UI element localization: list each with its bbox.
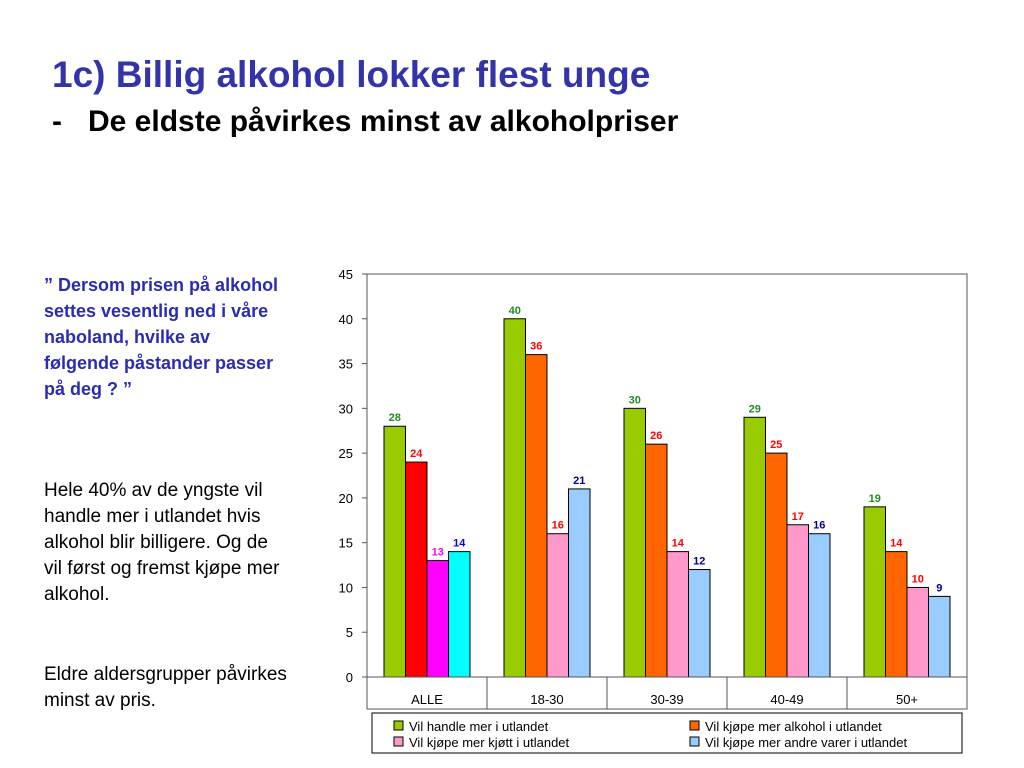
page-title: 1c) Billig alkohol lokker flest unge xyxy=(52,54,651,95)
data-label: 25 xyxy=(770,439,783,452)
conclusion-paragraph: Eldre aldersgrupper påvirkes minst av pris. xyxy=(44,664,287,711)
y-tick-label: 0 xyxy=(345,670,353,685)
bar xyxy=(929,596,951,677)
data-label: 13 xyxy=(431,546,444,559)
data-label: 17 xyxy=(791,510,804,523)
data-label: 14 xyxy=(453,537,466,550)
y-tick-label: 45 xyxy=(338,267,353,282)
legend-label: Vil kjøpe mer andre varer i utlandet xyxy=(705,735,908,750)
data-label: 12 xyxy=(693,555,706,568)
data-label: 16 xyxy=(551,519,564,532)
data-label: 19 xyxy=(868,492,881,505)
bar xyxy=(504,319,526,677)
data-label: 36 xyxy=(530,340,543,353)
y-tick-label: 5 xyxy=(345,625,353,641)
bar xyxy=(569,489,591,677)
bar xyxy=(526,355,548,677)
legend-swatch xyxy=(690,737,699,746)
y-tick-label: 25 xyxy=(338,446,353,462)
bar xyxy=(787,525,809,677)
legend-label: Vil handle mer i utlandet xyxy=(409,719,549,734)
legend-swatch xyxy=(690,721,699,730)
data-label: 29 xyxy=(748,403,761,416)
bar xyxy=(766,453,788,677)
legend-swatch xyxy=(394,737,403,746)
bar xyxy=(646,444,668,677)
bar xyxy=(864,507,886,677)
x-tick-label: 30-39 xyxy=(650,692,684,707)
bar xyxy=(809,534,831,677)
data-label: 24 xyxy=(410,448,423,461)
data-label: 40 xyxy=(508,304,521,317)
subtitle-text: De eldste påvirkes minst av alkoholpriser xyxy=(88,105,679,138)
legend-label: Vil kjøpe mer kjøtt i utlandet xyxy=(409,735,570,750)
y-tick-label: 10 xyxy=(338,580,353,596)
x-tick-label: 50+ xyxy=(895,692,919,707)
y-tick-label: 30 xyxy=(338,401,353,417)
bar xyxy=(624,408,646,677)
bar xyxy=(427,561,449,677)
legend-label: Vil kjøpe mer alkohol i utlandet xyxy=(705,719,882,734)
data-label: 28 xyxy=(388,412,401,425)
y-tick-label: 20 xyxy=(338,490,353,506)
bar xyxy=(384,426,406,677)
y-tick-label: 40 xyxy=(338,311,353,327)
y-axis xyxy=(339,267,367,685)
subtitle-dash: - xyxy=(52,105,62,138)
bar xyxy=(667,552,689,677)
data-label: 14 xyxy=(671,537,684,550)
x-tick-label: ALLE xyxy=(411,692,443,707)
data-label: 9 xyxy=(936,582,943,595)
finding-paragraph: Hele 40% av de yngste vil handle mer i utlandet hvis alkohol blir billigere. Og de vil først og fremst kjøpe mer alkohol. xyxy=(44,480,280,605)
legend-swatch xyxy=(394,721,403,730)
data-label: 14 xyxy=(890,537,903,550)
bar xyxy=(689,570,711,677)
y-tick-label: 35 xyxy=(338,356,353,372)
bar xyxy=(406,462,428,677)
data-label: 10 xyxy=(911,573,924,586)
bar xyxy=(907,587,929,677)
x-tick-label: 40-49 xyxy=(770,692,804,707)
data-label: 21 xyxy=(573,474,586,487)
bar xyxy=(547,534,569,677)
y-tick-label: 15 xyxy=(338,535,353,551)
x-tick-label: 18-30 xyxy=(530,692,564,707)
bar xyxy=(886,552,908,677)
data-label: 26 xyxy=(650,430,663,443)
bar xyxy=(449,552,471,677)
data-label: 30 xyxy=(628,394,641,407)
data-label: 16 xyxy=(813,519,826,532)
bar xyxy=(744,417,766,677)
survey-question: ” Dersom prisen på alkohol settes vesentlig ned i våre naboland, hvilke av følgende påstander passer på deg ? ” xyxy=(44,275,279,399)
